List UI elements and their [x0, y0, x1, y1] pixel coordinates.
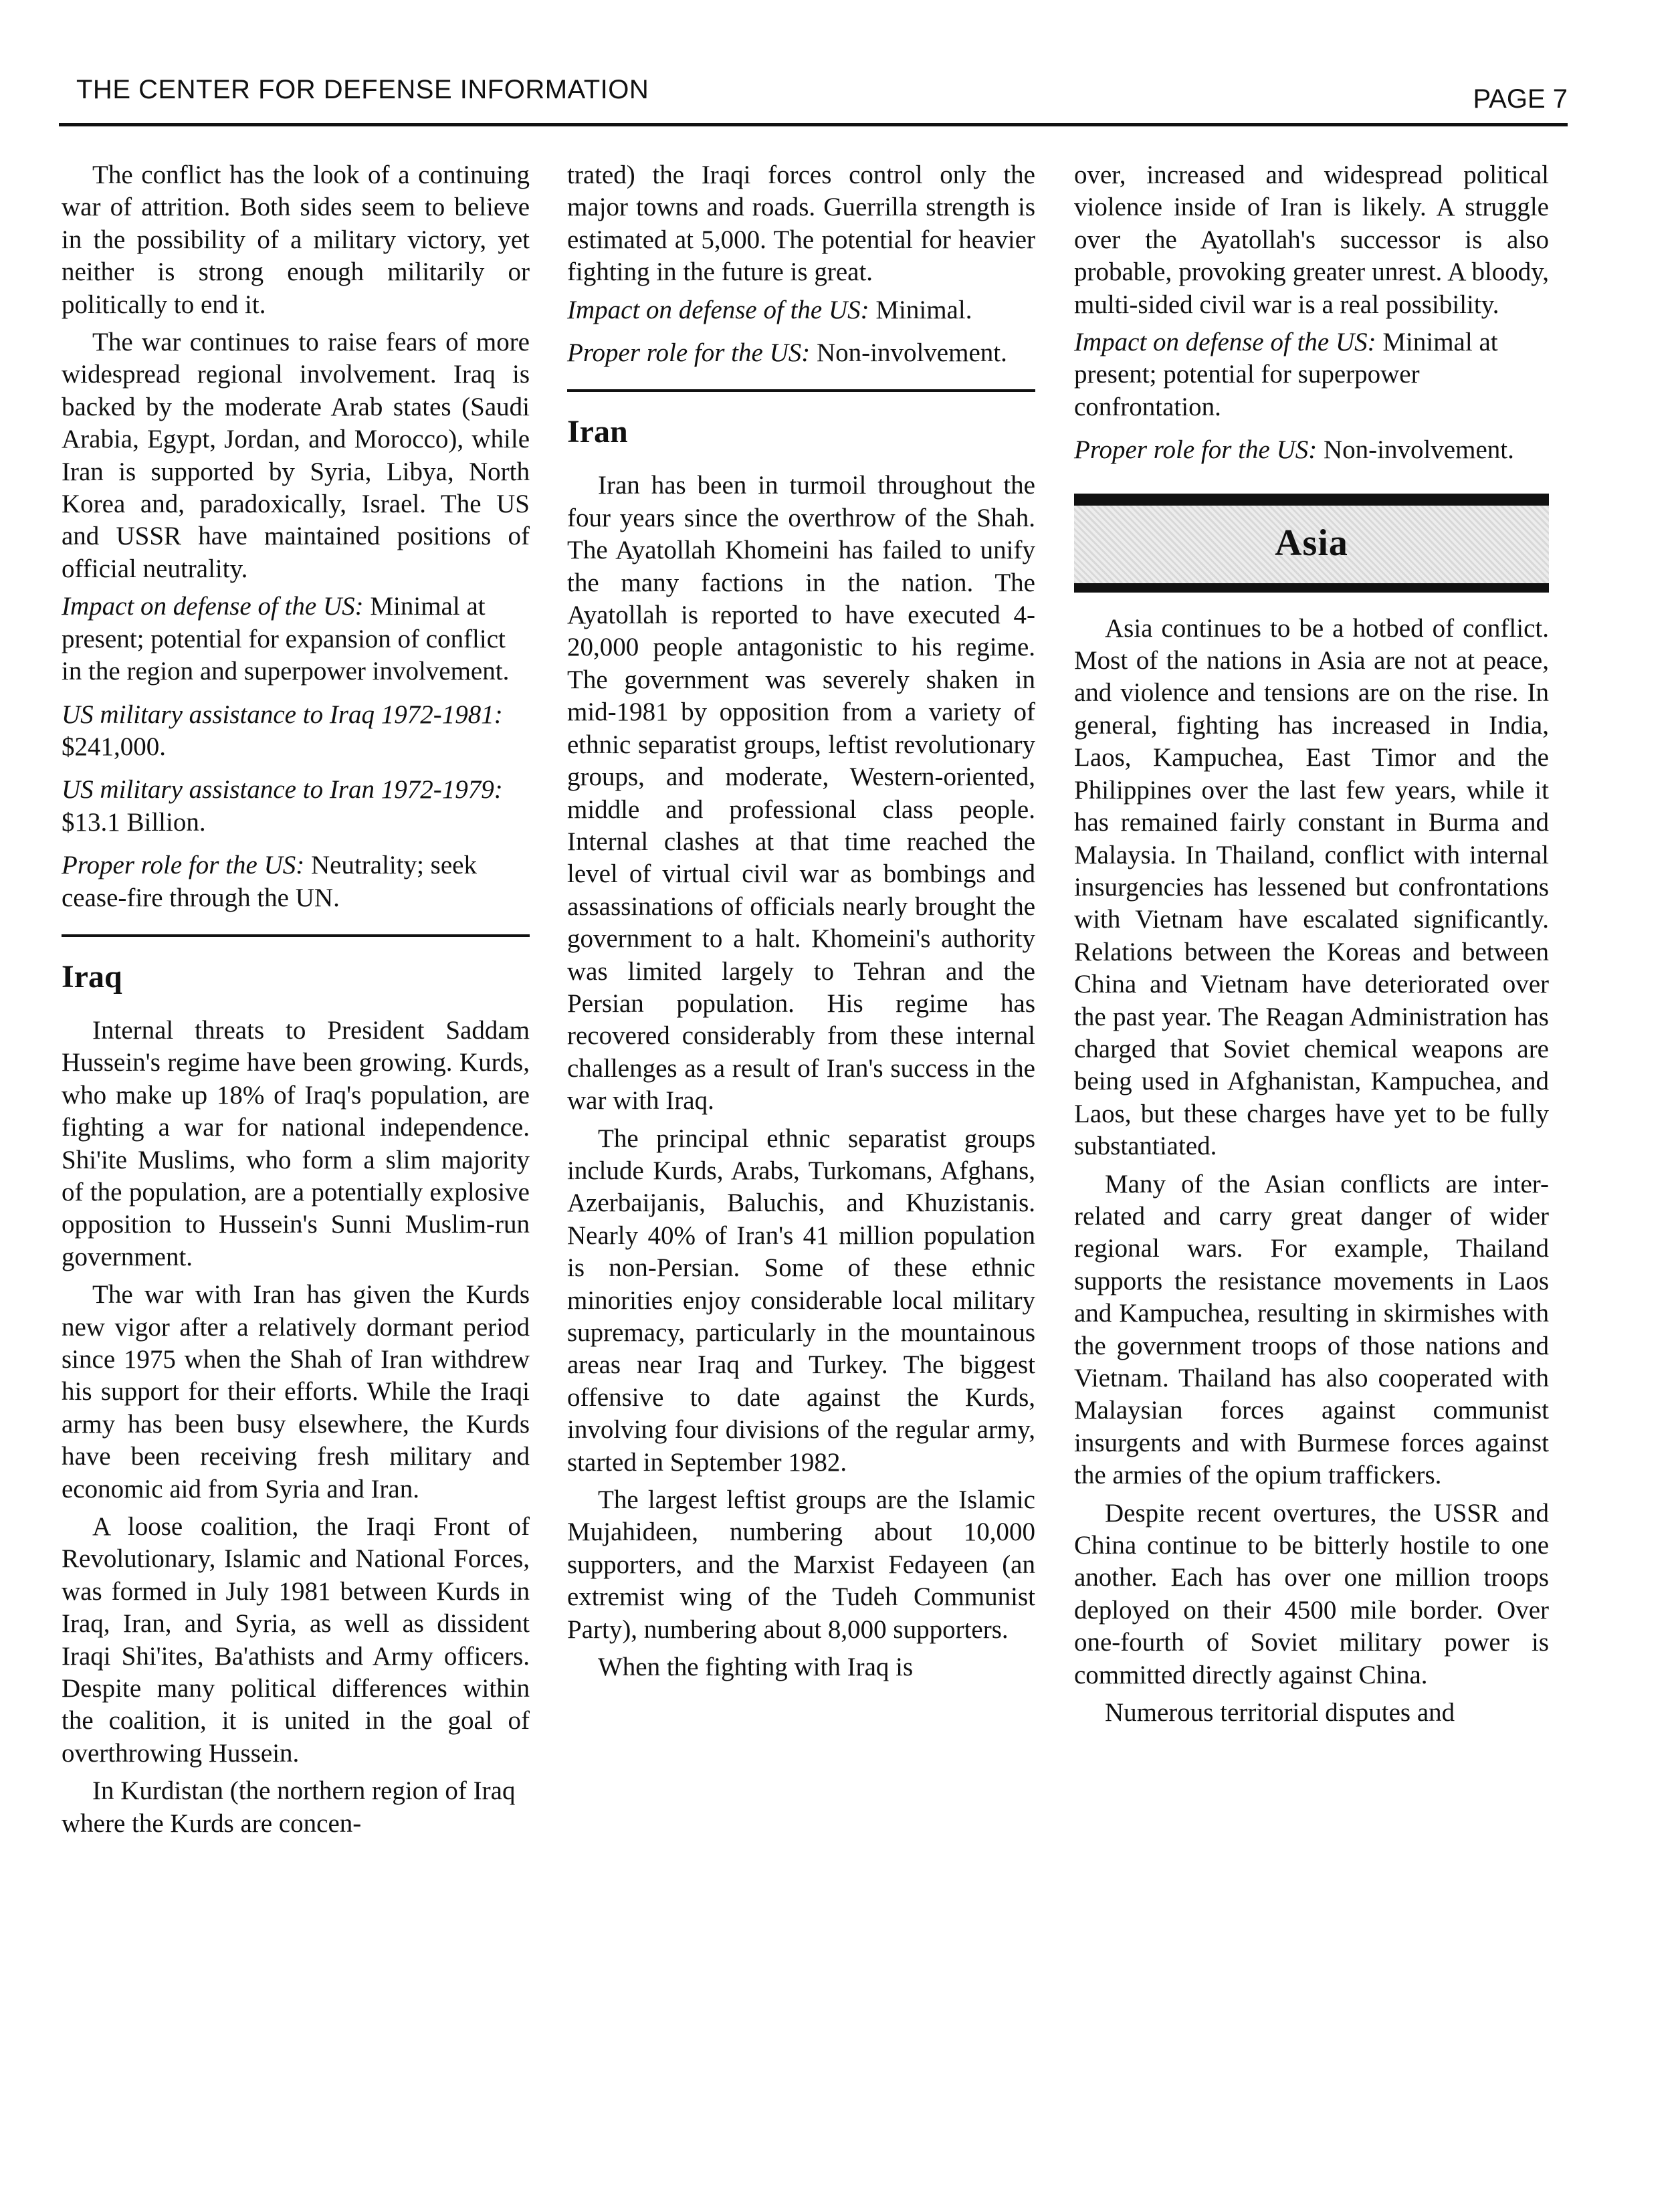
- column-2: [567, 159, 1035, 1689]
- banner-bottom-bar: [1074, 583, 1549, 593]
- paragraph: The war continues to raise fears of more widespread regional involvement. Iraq is backed by the moderate Arab states (Saudi Arabia, Egypt, Jordan, and Morocco), while Iran is supported by Syria, Libya, North Korea and, paradoxically, Israel. The US and USSR have maintained positions of official neutrality.: [62, 328, 530, 583]
- impact-note: [62, 591, 530, 688]
- impact-label: Impact on defense of the US:: [62, 592, 364, 621]
- impact-text: Minimal at present; potential for superpower confrontation.: [1074, 328, 1498, 421]
- role-note: [62, 849, 530, 914]
- paragraph: The largest leftist groups are the Islamic Mujahideen, numbering about 10,000 supporters, and the Marxist Fedayeen (an extremist wing of the Tudeh Communist Party), numbering about 8,000 supporters.: [567, 1485, 1035, 1644]
- section-divider: [567, 389, 1035, 392]
- page-header: [59, 75, 1568, 126]
- paragraph: In Kurdistan (the northern region of Iraq where the Kurds are concen-: [62, 1776, 516, 1838]
- paragraph: Asia continues to be a hotbed of conflict. Most of the nations in Asia are not at peace, and violence and tensions are on the rise. In general, fighting has increased in India, Laos, Kampuchea, East Timor and the Philippines over the last few years, while it has remained fairly constant in Burma and Malaysia. In Thailand, conflict with internal insurgencies has lessened but confrontations with Vietnam have escalated significantly. Relations between the Koreas and between China and Vietnam have deteriorated over the past year. The Reagan Administration has charged that Soviet chemical weapons are being used in Afghanistan, Kampuchea, and Laos, but these charges have yet to be fully substantiated.: [1074, 613, 1549, 1161]
- paragraph: trated) the Iraqi forces control only the major towns and roads. Guerrilla strength is estimated at 5,000. The potential for heavier fighting in the future is great.: [567, 161, 1035, 287]
- role-label: Proper role for the US:: [567, 338, 811, 368]
- paragraph: When the fighting with Iraq is: [598, 1653, 914, 1682]
- asia-section-banner: [1074, 494, 1549, 593]
- paragraph: Numerous territorial disputes and: [1105, 1698, 1455, 1728]
- paragraph: The war with Iran has given the Kurds new vigor after a relatively dormant period since 1975 when the Shah of Iran withdrew his support for their efforts. While the Iraqi army has been busy elsewhere, the Kurds have been receiving fresh military and economic aid from Syria and Iran.: [62, 1280, 530, 1503]
- role-text: Neutrality; seek cease-fire through the UN.: [62, 851, 477, 912]
- role-text: Non-involvement.: [810, 338, 1007, 368]
- aid-iraq-note: [62, 699, 530, 764]
- paragraph: A loose coalition, the Iraqi Front of Revolutionary, Islamic and National Forces, was formed in July 1981 between Kurds in Iraq, Iran, and Syria, as well as dissident Iraqi Shi'ites, Ba'athists and Army officers. Despite many political differences within the coalition, it is united in the goal of overthrowing Hussein.: [62, 1512, 530, 1768]
- role-note: [567, 337, 1035, 369]
- impact-text: Minimal.: [869, 295, 972, 324]
- impact-label: Impact on defense of the US:: [567, 295, 869, 324]
- aid-iran-label: US military assistance to Iran 1972-1979:: [62, 775, 503, 805]
- column-1: [62, 159, 530, 1845]
- aid-iran-value: $13.1 Billion.: [62, 807, 206, 837]
- role-text: Non-involvement.: [1317, 435, 1514, 465]
- paragraph: Many of the Asian conflicts are inter-related and carry great danger of wider regional wars. For example, Thailand supports the resistance movements in Laos and Kampuchea, resulting in skirmishes with the government troops of those nations and Vietnam. Thailand has also cooperated with Malaysian forces against communist insurgents and with Burmese forces against the armies of the opium traffickers.: [1074, 1169, 1549, 1490]
- section-divider: [62, 934, 530, 937]
- aid-iran-note: [62, 774, 530, 839]
- impact-label: Impact on defense of the US:: [1074, 328, 1376, 357]
- paragraph: Despite recent overtures, the USSR and China continue to be bitterly hostile to one another. Each has over one million troops deployed on their 4500 mile border. Over one-fourth of Soviet military power is committed directly against China.: [1074, 1498, 1549, 1689]
- page-number: PAGE 7: [1473, 84, 1568, 114]
- paragraph: Iran has been in turmoil throughout the four years since the overthrow of the Shah. The Ayatollah Khomeini has failed to unify the many factions in the nation. The Ayatollah is reported to have executed 4-20,000 people antagonistic to his regime. The government was severely shaken in mid-1981 by opposition from a variety of ethnic separatist groups, leftist revolutionary groups, and moderate, Western-oriented, middle and professional class people. Internal clashes at that time reached the level of virtual civil war as bombings and assassinations of officials nearly brought the government to a halt. Khomeini's authority was limited largely to Tehran and the Persian population. His regime has recovered considerably from these internal challenges as a result of Iran's success in the war with Iraq.: [567, 471, 1035, 1116]
- publication-title: THE CENTER FOR DEFENSE INFORMATION: [76, 75, 649, 104]
- column-3: [1074, 159, 1549, 1734]
- impact-note: [567, 294, 1035, 326]
- paragraph: over, increased and widespread political violence inside of Iran is likely. A struggle over the Ayatollah's successor is also probable, provoking greater unrest. A bloody, multi-sided civil war is a real possibility.: [1074, 161, 1549, 319]
- impact-note: [1074, 326, 1549, 423]
- section-heading-iran: Iran: [567, 414, 628, 450]
- banner-body: [1074, 506, 1549, 583]
- role-label: Proper role for the US:: [62, 851, 305, 880]
- paragraph: The conflict has the look of a continuing war of attrition. Both sides seem to believe in the possibility of a military victory, yet neither is strong enough militarily or politically to end it.: [62, 161, 530, 319]
- section-heading-iraq: Iraq: [62, 958, 122, 995]
- role-label: Proper role for the US:: [1074, 435, 1318, 465]
- paragraph: Internal threats to President Saddam Hussein's regime have been growing. Kurds, who make up 18% of Iraq's population, are fighting a war for national independence. Shi'ite Muslims, who form a slim majority of the population, are a potentially explosive opposition to Hussein's Sunni Muslim-run government.: [62, 1015, 530, 1271]
- impact-text: Minimal at present; potential for expansion of conflict in the region and superpower involvement.: [62, 592, 510, 686]
- aid-iraq-label: US military assistance to Iraq 1972-1981:: [62, 700, 503, 729]
- section-heading-asia: Asia: [1275, 522, 1348, 564]
- role-note: [1074, 434, 1549, 466]
- banner-top-bar: [1074, 494, 1549, 506]
- paragraph: The principal ethnic separatist groups include Kurds, Arabs, Turkomans, Afghans, Azerbaijanis, Baluchis, and Khuzistanis. Nearly 40% of Iran's 41 million population is non-Persian. Some of these ethnic minorities enjoy considerable local military supremacy, particularly in the mountainous areas near Iraq and Turkey. The biggest offensive to date against the Kurds, involving four divisions of the regular army, started in September 1982.: [567, 1124, 1035, 1477]
- aid-iraq-value: $241,000.: [62, 732, 166, 761]
